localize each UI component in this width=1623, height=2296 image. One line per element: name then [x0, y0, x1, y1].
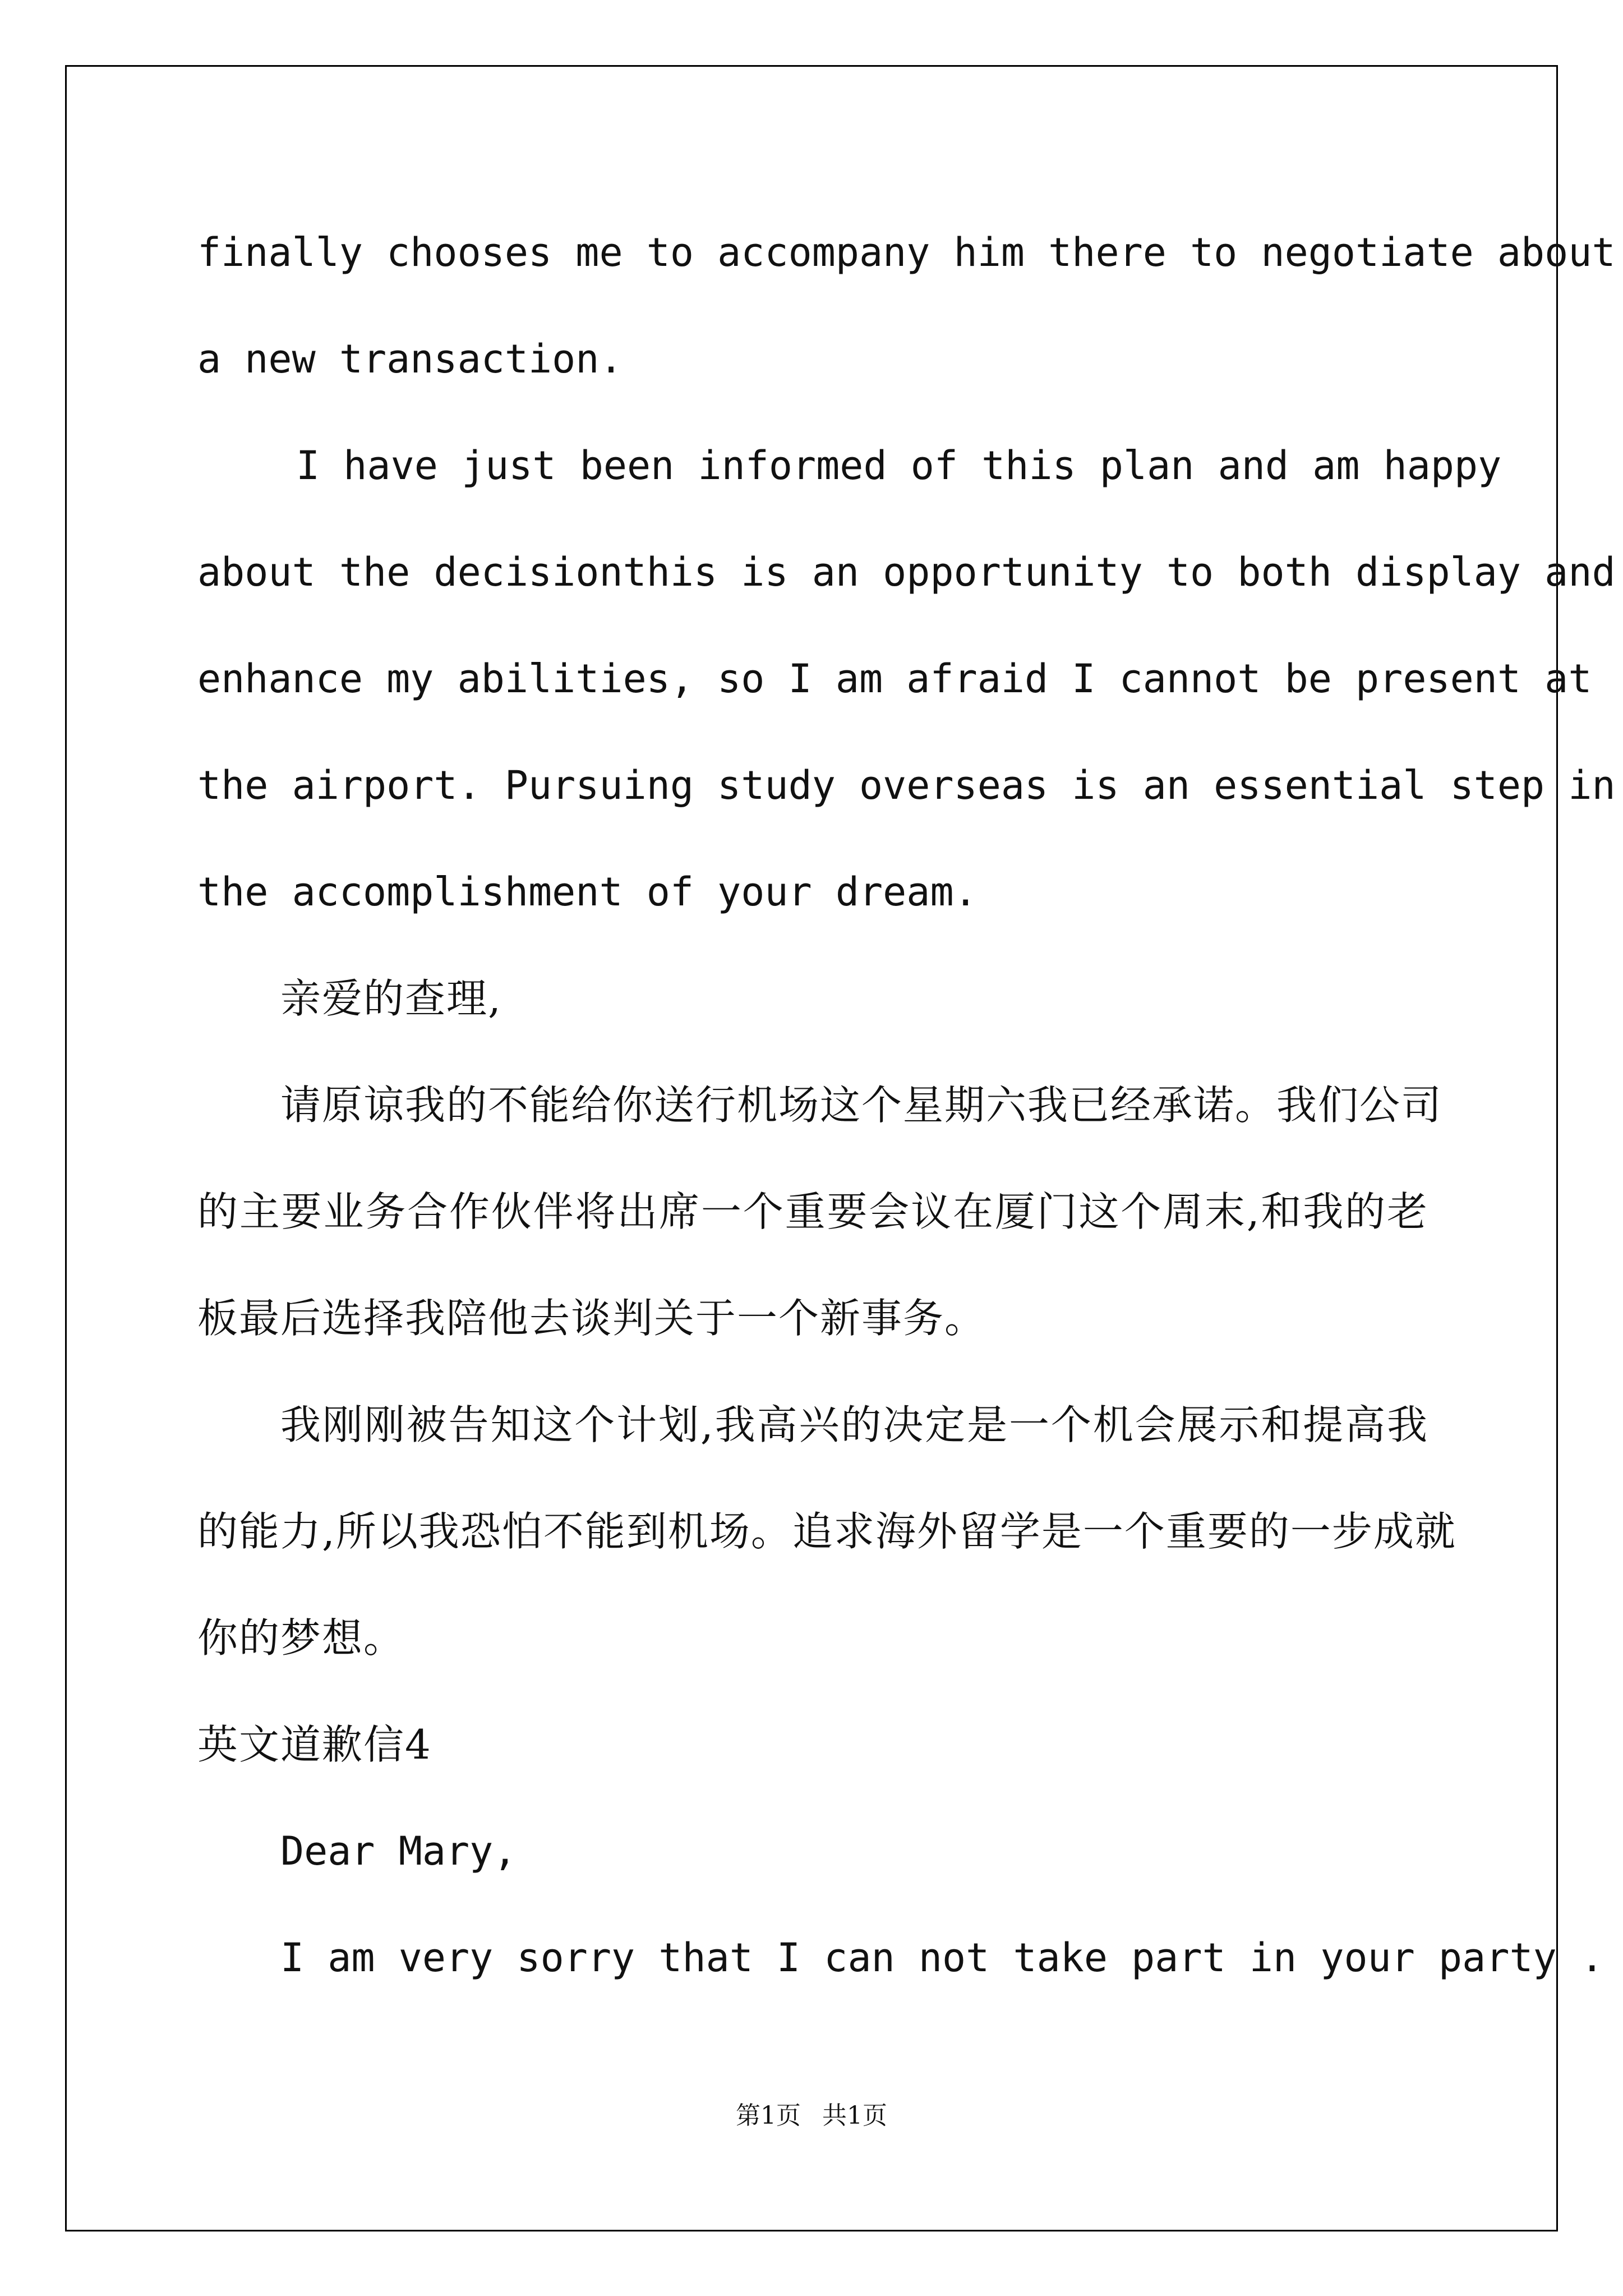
text-line: 请原谅我的不能给你送行机场这个星期六我已经承诺。我们公司	[280, 1082, 1443, 1129]
text-line: the airport. Pursuing study overseas is an essential step in	[197, 762, 1616, 808]
salutation-en: Dear Mary,	[280, 1828, 517, 1874]
text-line: 我刚刚被告知这个计划,我高兴的决定是一个机会展示和提高我	[280, 1401, 1428, 1448]
text-line: 你的梦想。	[197, 1614, 405, 1662]
document-body	[197, 222, 1616, 2033]
text-line: enhance my abilities, so I am afraid I cannot be present at	[197, 656, 1592, 702]
text-line: finally chooses me to accompany him there to negotiate about	[197, 229, 1616, 275]
text-line: the accomplishment of your dream.	[197, 869, 978, 915]
text-line: 的能力,所以我恐怕不能到机场。追求海外留学是一个重要的一步成就	[197, 1508, 1456, 1555]
text-line: 的主要业务合作伙伴将出席一个重要会议在厦门这个周末,和我的老	[197, 1188, 1428, 1235]
salutation-cn: 亲爱的查理,	[280, 975, 502, 1022]
text-line: 板最后选择我陪他去谈判关于一个新事务。	[197, 1295, 986, 1342]
page-footer: 第1页 共1页	[736, 2101, 887, 2130]
text-line: a new transaction.	[197, 336, 623, 382]
section-heading: 英文道歉信4	[197, 1721, 432, 1768]
text-line: about the decisionthis is an opportunity to both display and	[197, 549, 1616, 595]
text-line: I have just been informed of this plan and am happy	[296, 443, 1502, 489]
text-line: I am very sorry that I can not take part in your party .	[280, 1935, 1604, 1981]
